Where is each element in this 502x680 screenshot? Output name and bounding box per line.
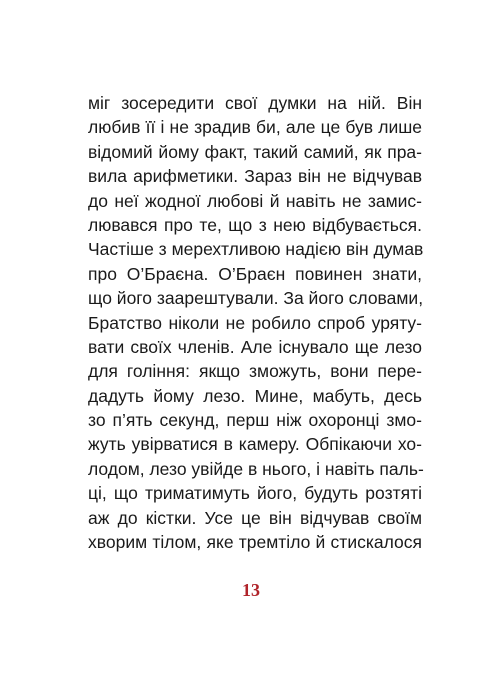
text-line: зо п’ять секунд, перш ніж охоронці змо- bbox=[88, 410, 422, 431]
text-line: вила арифметики. Зараз він не відчував bbox=[88, 166, 422, 187]
text-line: лювався про те, що з нею відбувається. bbox=[88, 214, 422, 235]
text-line: про О’Браєна. О’Браєн повинен знати, bbox=[88, 263, 422, 284]
text-line: лодом, лезо увійде в нього, і навіть паль- bbox=[88, 458, 424, 479]
text-line: вати своїх членів. Але існувало ще лезо bbox=[88, 336, 422, 357]
body-text bbox=[88, 91, 422, 554]
text-line: Частіше з мерехтливою надією він думав bbox=[88, 239, 424, 260]
text-line: Братство ніколи не робило спроб уряту- bbox=[88, 312, 422, 333]
text-line: любив її і не зрадив би, але це був лише bbox=[88, 117, 422, 138]
text-line: до неї жодної любові й навіть не замис- bbox=[88, 190, 422, 211]
text-line: відомий йому факт, такий самий, як пра- bbox=[88, 141, 422, 162]
page-number: 13 bbox=[242, 580, 260, 600]
text-line: аж до кістки. Усе це він відчував своїм bbox=[88, 507, 422, 528]
text-line: жуть увірватися в камеру. Обпікаючи хо- bbox=[88, 434, 422, 455]
text-line: ці, що триматимуть його, будуть розтяті bbox=[88, 483, 422, 504]
text-line: для гоління: якщо зможуть, вони пере- bbox=[88, 361, 422, 382]
text-line: хворим тілом, яке тремтіло й стискалося bbox=[88, 532, 422, 553]
text-line: що його заарештували. За його словами, bbox=[88, 288, 424, 309]
text-line: міг зосередити свої думки на ній. Він bbox=[88, 93, 422, 113]
text-line: дадуть йому лезо. Мине, мабуть, десь bbox=[88, 385, 422, 406]
